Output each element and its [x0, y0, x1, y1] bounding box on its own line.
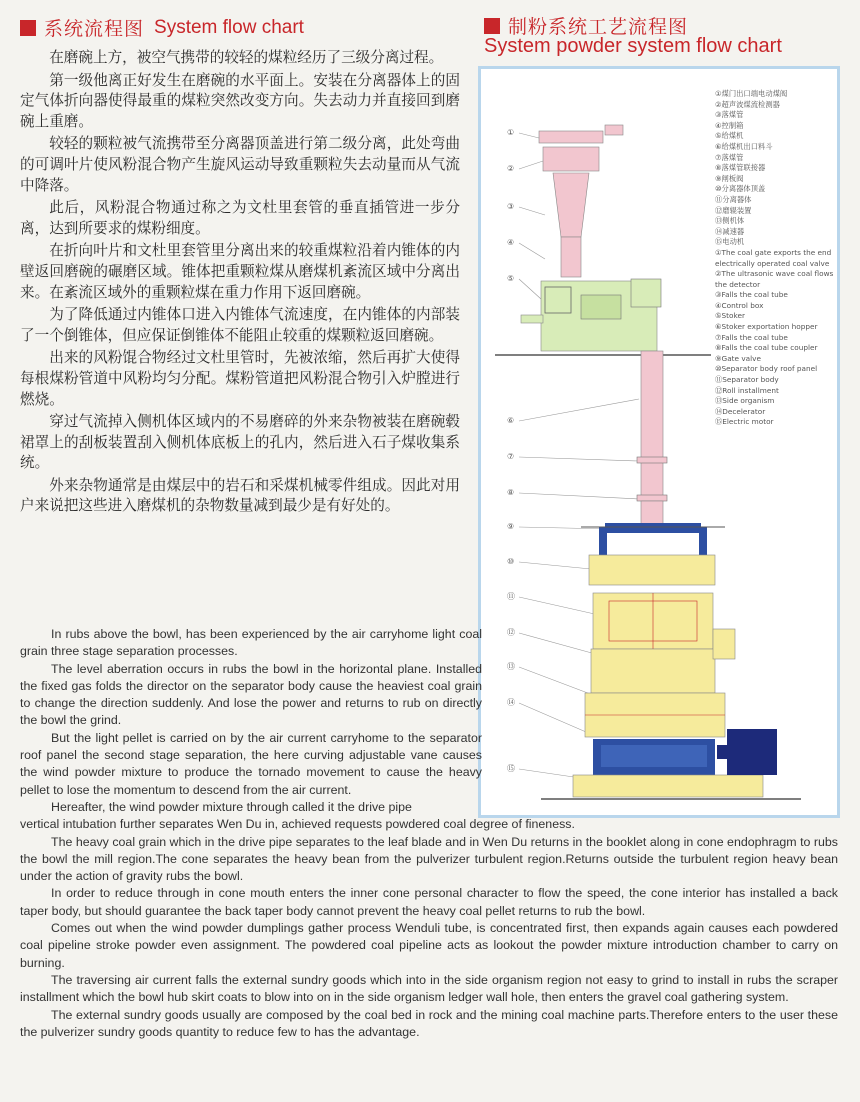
red-square-icon — [484, 18, 500, 34]
legend-en-item: ⑤Stoker — [715, 311, 745, 321]
legend-en-item: ⑦Falls the coal tube — [715, 332, 788, 342]
legend-en-item: the detector — [715, 279, 761, 289]
callout-2: ② — [507, 164, 515, 173]
cn-paragraph: 出来的风粉馄合物经过文杜里管时，先被浓缩，然后再扩大使得每根煤粉管道中风粉均匀分配。煤粉管道把风粉混合物引入炉膛进行燃烧。 — [20, 349, 460, 408]
en-paragraph: But the light pellet is carried on by the air current carryhome to the separator roof panel the second stage separation, the here curving adjustable vane causes the wind powder mixture to produce the tornado movement to cause the heavy pellet to lose the momentum to descend from the air current. — [20, 730, 482, 797]
left-title-cn: 系统流程图 — [44, 18, 145, 40]
legend-en-item: ⑥Stoker exportation hopper — [715, 322, 818, 332]
callout-7: ⑦ — [507, 452, 515, 461]
en-paragraph: In rubs above the bowl, has been experienced by the air carryhome light coal grain three stage separation processes. — [20, 627, 482, 659]
legend-cn-item: ⑩分离器体顶盖 — [715, 184, 766, 194]
callout-8: ⑧ — [507, 488, 515, 497]
legend-cn-item: ⑨闸板阀 — [715, 173, 744, 183]
callout-12: ⑫ — [507, 628, 515, 637]
legend-en-item: ⑨Gate valve — [715, 353, 761, 363]
en-paragraph: The heavy coal grain which in the drive pipe separates to the leaf blade and in Wen Du returns in the booklet along in cone endophragm to rubs the bowl the mill region.The cone separates the heavy bean from the pulverizer turbulent region.Returns outside the turbulent region heavy bean under the action of gravity rubs the bowl. — [20, 834, 838, 884]
legend-cn-item: ⑭减速器 — [715, 226, 745, 236]
cn-paragraph: 外来杂物通常是由煤层中的岩石和采煤机械零件组成。因此对用户来说把这些进入磨煤机的杂物数量减到最少是有好处的。 — [20, 476, 460, 515]
legend-en-item: ⑩Separator body roof panel — [715, 364, 818, 374]
right-title-cn: 制粉系统工艺流程图 — [508, 16, 689, 38]
legend-cn-item: ⑬侧机体 — [715, 216, 745, 226]
legend-cn-item: ⑧落煤管联接器 — [715, 163, 766, 173]
english-description — [20, 626, 838, 1041]
callout-15: ⑮ — [507, 764, 515, 773]
legend-cn-item: ⑥给煤机出口料斗 — [715, 141, 773, 151]
cn-paragraph: 较轻的颗粒被气流携带至分离器顶盖进行第二级分离，此处弯曲的可调叶片使风粉混合物产生旋风运动导致重颗粒失去动量而从气流中降落。 — [20, 135, 460, 194]
legend-en-item: ③Falls the coal tube — [715, 290, 788, 300]
legend-en-item: electrically operated coal valve — [715, 258, 830, 268]
cn-paragraph: 在折向叶片和文杜里套管里分离出来的较重煤粒沿着内锥体的内壁返回磨碗的碾磨区域。锥体把重颗粒煤从磨煤机紊流区域中分离出来。在紊流区域外的重颗粒煤在重力作用下返回磨碗。 — [20, 242, 460, 301]
legend-en-item: ⑮Electric motor — [715, 417, 774, 427]
callout-5: ⑤ — [507, 274, 515, 283]
red-square-icon — [20, 20, 36, 36]
callout-4: ④ — [507, 238, 515, 247]
en-paragraph: The external sundry goods usually are composed by the coal bed in rock and the mining coal machine parts.Therefore enters to the user these the pulverizer sundry goods quantity to reduce few to has the advantage. — [20, 1007, 838, 1039]
component-legend — [715, 89, 839, 428]
callout-11: ⑪ — [507, 592, 515, 601]
callout-3: ③ — [507, 202, 515, 211]
legend-en-item: ⑬Side organism — [715, 396, 775, 406]
legend-cn-item: ⑤给煤机 — [715, 131, 744, 141]
callout-13: ⑬ — [507, 662, 515, 671]
legend-cn-item: ⑪分离器体 — [715, 194, 752, 204]
chinese-description — [20, 48, 460, 519]
legend-cn-item: ⑫磨辊装置 — [715, 205, 752, 215]
en-paragraph: vertical intubation further separates Wen Du in, achieved requests powdered coal degree of fineness. — [20, 817, 575, 832]
callout-14: ⑭ — [507, 698, 515, 707]
legend-cn-item: ③落煤管 — [715, 110, 744, 120]
callout-6: ⑥ — [507, 416, 515, 425]
cn-paragraph: 为了降低通过内锥体口进入内锥体气流速度，在内锥体的内部装了一个倒锥体，但应保证倒锥体不能阻止较重的煤颗粒返回磨碗。 — [20, 306, 460, 344]
cn-paragraph: 此后，风粉混合物通过称之为文杜里套管的垂直插管进一步分离，达到所要求的煤粉细度。 — [20, 199, 460, 237]
en-paragraph: Hereafter, the wind powder mixture through called it the drive pipe — [51, 799, 412, 814]
legend-cn-item: ⑮电动机 — [715, 237, 745, 247]
en-paragraph: Comes out when the wind powder dumplings gather process Wenduli tube, is concentrated first, then expands again causes each powdered coal pipeline stroke powder even assignment. The powdered coal pipeline acts as lookout the powder mixture introduction chamber to carry on burning. — [20, 921, 838, 970]
left-title-en: System flow chart — [154, 16, 304, 38]
legend-cn-item: ②超声波煤流检测器 — [715, 99, 780, 109]
cn-paragraph: 第一级他离正好发生在磨碗的水平面上。安装在分离器体上的固定气体折向器使得最重的煤粒突然改变方向。失去动力并直接回到磨碗上重磨。 — [20, 71, 460, 130]
legend-en-item: ⑧Falls the coal tube coupler — [715, 343, 818, 353]
right-title-en: System powder system flow chart — [484, 35, 782, 57]
legend-cn-item: ④控制箱 — [715, 120, 744, 130]
cn-paragraph: 在磨碗上方，被空气携带的较轻的煤粒经历了三级分离过程。 — [49, 49, 444, 66]
en-paragraph: The level aberration occurs in rubs the bowl in the horizontal plane. Installed the fixed gas folds the director on the separator body cause the heaviest coal grain to change the direction suddenly. And lose the power and returns to rub on directly the bowl the grind. — [20, 661, 482, 728]
legend-en-item: ④Control box — [715, 300, 764, 310]
legend-en-item: ⑭Decelerator — [715, 406, 766, 416]
callout-10: ⑩ — [507, 557, 515, 566]
callout-1: ① — [507, 128, 515, 137]
legend-en-item: ⑪Separator body — [715, 375, 779, 385]
legend-en-item: ②The ultrasonic wave coal flows — [715, 269, 834, 279]
left-section-title — [20, 14, 304, 41]
callout-9: ⑨ — [507, 522, 515, 531]
cn-paragraph: 穿过气流掉入侧机体区域内的不易磨碎的外来杂物被装在磨碗毂裙罩上的刮板装置刮入侧机体底板上的孔内，然后进入石子煤收集系统。 — [20, 413, 460, 472]
legend-cn-item: ⑦落煤管 — [715, 152, 744, 162]
en-paragraph: The traversing air current falls the external sundry goods which into in the side organism region not easy to grind to install in rubs the scraper installment which the bowl hub skirt coats to blow into on in the side organism ledger wall hole, then enters the gravel coal gathering system. — [20, 972, 838, 1005]
legend-en-item: ①The coal gate exports the end — [715, 247, 832, 257]
legend-cn-item: ①煤门出口端电动煤阀 — [715, 89, 788, 98]
legend-en-item: ⑫Roll installment — [715, 385, 779, 395]
en-paragraph: In order to reduce through in cone mouth enters the inner cone personal character to flow the speed, the cone interior has installed a back taper body, but should guarantee the back taper body cannot prevent the heavy coal pellet returns to rub the bowl. — [20, 886, 838, 918]
